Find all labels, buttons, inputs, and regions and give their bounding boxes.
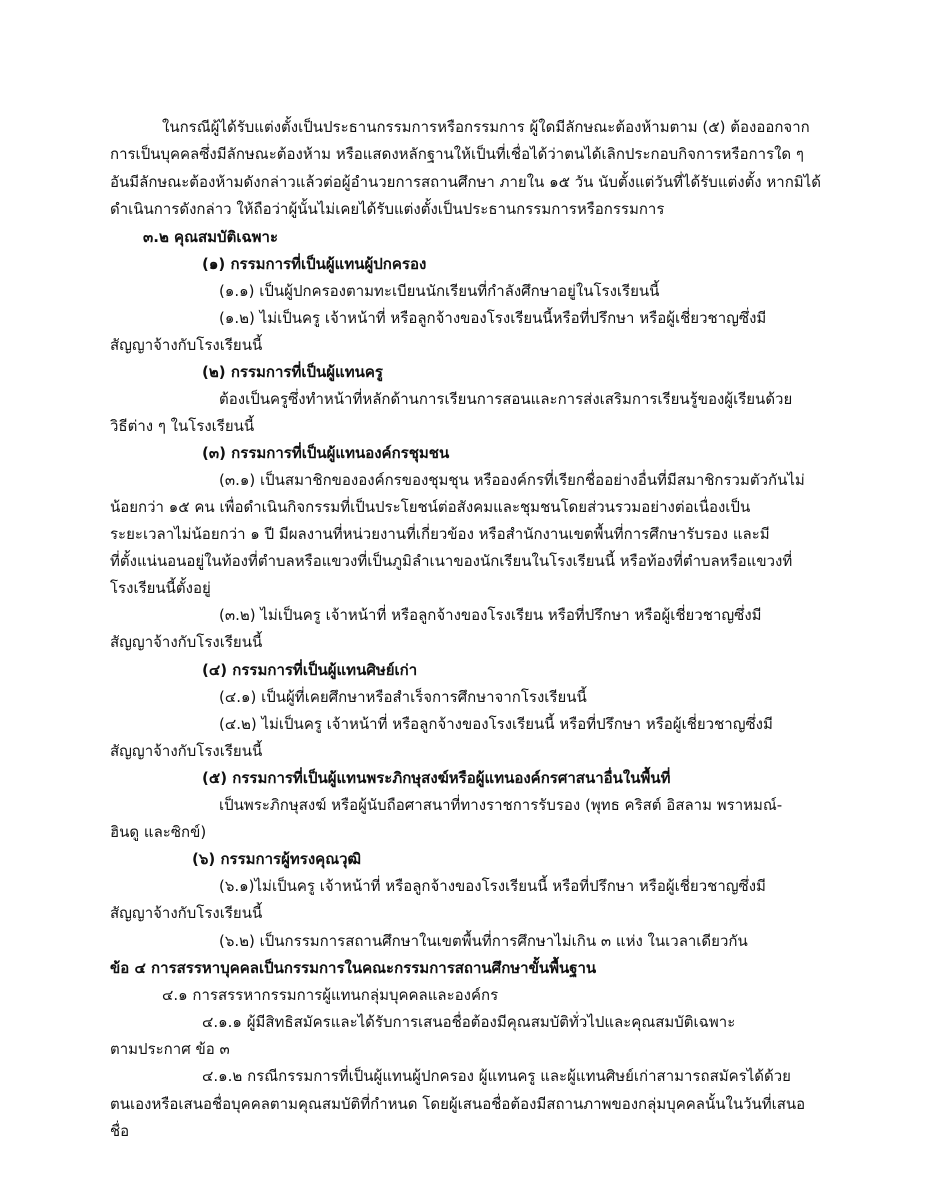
item-3-1-line-5: โรงเรียนนี้ตั้งอยู่ bbox=[110, 579, 211, 597]
item-4-1: (๔.๑) เป็นผู้ที่เคยศึกษาหรือสำเร็จการศึกษาจากโรงเรียนนี้ bbox=[219, 688, 587, 706]
group-2-heading: (๒) กรรมการที่เป็นผู้แทนครู bbox=[202, 363, 383, 381]
group-2-text-line-1: ต้องเป็นครูซึ่งทำหน้าที่หลักด้านการเรียนการสอนและการส่งเสริมการเรียนรู้ของผู้เรียนด้วย bbox=[219, 390, 793, 408]
item-4-2-line-1: (๔.๒) ไม่เป็นครู เจ้าหน้าที่ หรือลูกจ้างของโรงเรียนนี้ หรือที่ปรึกษา หรือผู้เชี่ยวชาญซึ่งมี bbox=[219, 715, 773, 733]
item-3-2-line-1: (๓.๒) ไม่เป็นครู เจ้าหน้าที่ หรือลูกจ้างของโรงเรียน หรือที่ปรึกษา หรือผู้เชี่ยวชาญซึ่งมี bbox=[219, 606, 762, 624]
group-1-heading: (๑) กรรมการที่เป็นผู้แทนผู้ปกครอง bbox=[202, 255, 427, 273]
item-3-1-line-2: น้อยกว่า ๑๕ คน เพื่อดำเนินกิจกรรมที่เป็นประโยชน์ต่อสังคมและชุมชนโดยส่วนรวมอย่างต่อเนื่องเป็น bbox=[110, 498, 751, 516]
group-6-heading: (๖) กรรมการผู้ทรงคุณวุฒิ bbox=[192, 850, 362, 868]
group-5-text-line-2: ฮินดู และซิกข์) bbox=[110, 823, 207, 841]
section-4-1-2-line-3: ชื่อ bbox=[110, 1122, 130, 1140]
item-1-1: (๑.๑) เป็นผู้ปกครองตามทะเบียนนักเรียนที่กำลังศึกษาอยู่ในโรงเรียนนี้ bbox=[219, 282, 660, 300]
section-4-1-1-line-2: ตามประกาศ ข้อ ๓ bbox=[110, 1040, 230, 1058]
section-4-1: ๔.๑ การสรรหากรรมการผู้แทนกลุ่มบุคคลและองค์กร bbox=[162, 986, 499, 1004]
item-6-1-line-2: สัญญาจ้างกับโรงเรียนนี้ bbox=[110, 904, 263, 922]
item-1-2-line-2: สัญญาจ้างกับโรงเรียนนี้ bbox=[110, 336, 263, 354]
clause-4-heading: ข้อ ๔ การสรรหาบุคคลเป็นกรรมการในคณะกรรมการสถานศึกษาขั้นพื้นฐาน bbox=[110, 959, 597, 977]
item-1-2-line-1: (๑.๒) ไม่เป็นครู เจ้าหน้าที่ หรือลูกจ้างของโรงเรียนนี้หรือที่ปรึกษา หรือผู้เชี่ยวชาญซึ่งมี bbox=[219, 309, 767, 327]
intro-line-1: ในกรณีผู้ได้รับแต่งตั้งเป็นประธานกรรมการหรือกรรมการ ผู้ใดมีลักษณะต้องห้ามตาม (๕) ต้องออกจาก bbox=[162, 118, 810, 136]
group-5-text-line-1: เป็นพระภิกษุสงฆ์ หรือผู้นับถือศาสนาที่ทางราชการรับรอง (พุทธ คริสต์ อิสลาม พราหมณ์- bbox=[219, 796, 783, 814]
group-3-heading: (๓) กรรมการที่เป็นผู้แทนองค์กรชุมชน bbox=[202, 444, 450, 462]
item-4-2-line-2: สัญญาจ้างกับโรงเรียนนี้ bbox=[110, 742, 263, 760]
group-5-heading: (๕) กรรมการที่เป็นผู้แทนพระภิกษุสงฆ์หรือผู้แทนองค์กรศาสนาอื่นในพื้นที่ bbox=[202, 769, 671, 787]
item-3-1-line-3: ระยะเวลาไม่น้อยกว่า ๑ ปี มีผลงานที่หน่วยงานที่เกี่ยวข้อง หรือสำนักงานเขตพื้นที่การศึกษารับรอง และมี bbox=[110, 525, 770, 543]
group-2-text-line-2: วิธีต่าง ๆ ในโรงเรียนนี้ bbox=[110, 417, 255, 435]
item-6-2: (๖.๒) เป็นกรรมการสถานศึกษาในเขตพื้นที่การศึกษาไม่เกิน ๓ แห่ง ในเวลาเดียวกัน bbox=[219, 932, 748, 950]
section-4-1-1-line-1: ๔.๑.๑ ผู้มีสิทธิสมัครและได้รับการเสนอชื่อต้องมีคุณสมบัติทั่วไปและคุณสมบัติเฉพาะ bbox=[202, 1013, 736, 1031]
section-4-1-2-line-1: ๔.๑.๒ กรณีกรรมการที่เป็นผู้แทนผู้ปกครอง ผู้แทนครู และผู้แทนศิษย์เก่าสามารถสมัครได้ด้วย bbox=[202, 1067, 791, 1085]
item-3-2-line-2: สัญญาจ้างกับโรงเรียนนี้ bbox=[110, 633, 263, 651]
item-3-1-line-4: ที่ตั้งแน่นอนอยู่ในท้องที่ตำบลหรือแขวงที่เป็นภูมิลำเนาของนักเรียนในโรงเรียนนี้ หรือท้องที่ตำบลหรือแขวงที่ bbox=[110, 552, 793, 570]
group-4-heading: (๔) กรรมการที่เป็นผู้แทนศิษย์เก่า bbox=[202, 661, 418, 679]
intro-line-4: ดำเนินการดังกล่าว ให้ถือว่าผู้นั้นไม่เคยได้รับแต่งตั้งเป็นประธานกรรมการหรือกรรมการ bbox=[110, 200, 665, 218]
item-6-1-line-1: (๖.๑)ไม่เป็นครู เจ้าหน้าที่ หรือลูกจ้างของโรงเรียนนี้ หรือที่ปรึกษา หรือผู้เชี่ยวชาญซึ่งมี bbox=[219, 877, 766, 895]
section-3-2-heading: ๓.๒ คุณสมบัติเฉพาะ bbox=[143, 228, 279, 246]
intro-line-2: การเป็นบุคคลซึ่งมีลักษณะต้องห้าม หรือแสดงหลักฐานให้เป็นที่เชื่อได้ว่าตนได้เลิกประกอบกิจการหรือการใด ๆ bbox=[110, 145, 804, 163]
item-3-1-line-1: (๓.๑) เป็นสมาชิกขององค์กรของชุมชุน หรือองค์กรที่เรียกชื่ออย่างอื่นที่มีสมาชิกรวมตัวกันไม่ bbox=[219, 471, 805, 489]
section-4-1-2-line-2: ตนเองหรือเสนอชื่อบุคคลตามคุณสมบัติที่กำหนด โดยผู้เสนอชื่อต้องมีสถานภาพของกลุ่มบุคคลนั้นในวันที่เสนอ bbox=[110, 1095, 806, 1113]
intro-line-3: อันมีลักษณะต้องห้ามดังกล่าวแล้วต่อผู้อำนวยการสถานศึกษา ภายใน ๑๕ วัน นับตั้งแต่วันที่ได้รับแต่งตั้ง หากมิได้ bbox=[110, 173, 821, 191]
